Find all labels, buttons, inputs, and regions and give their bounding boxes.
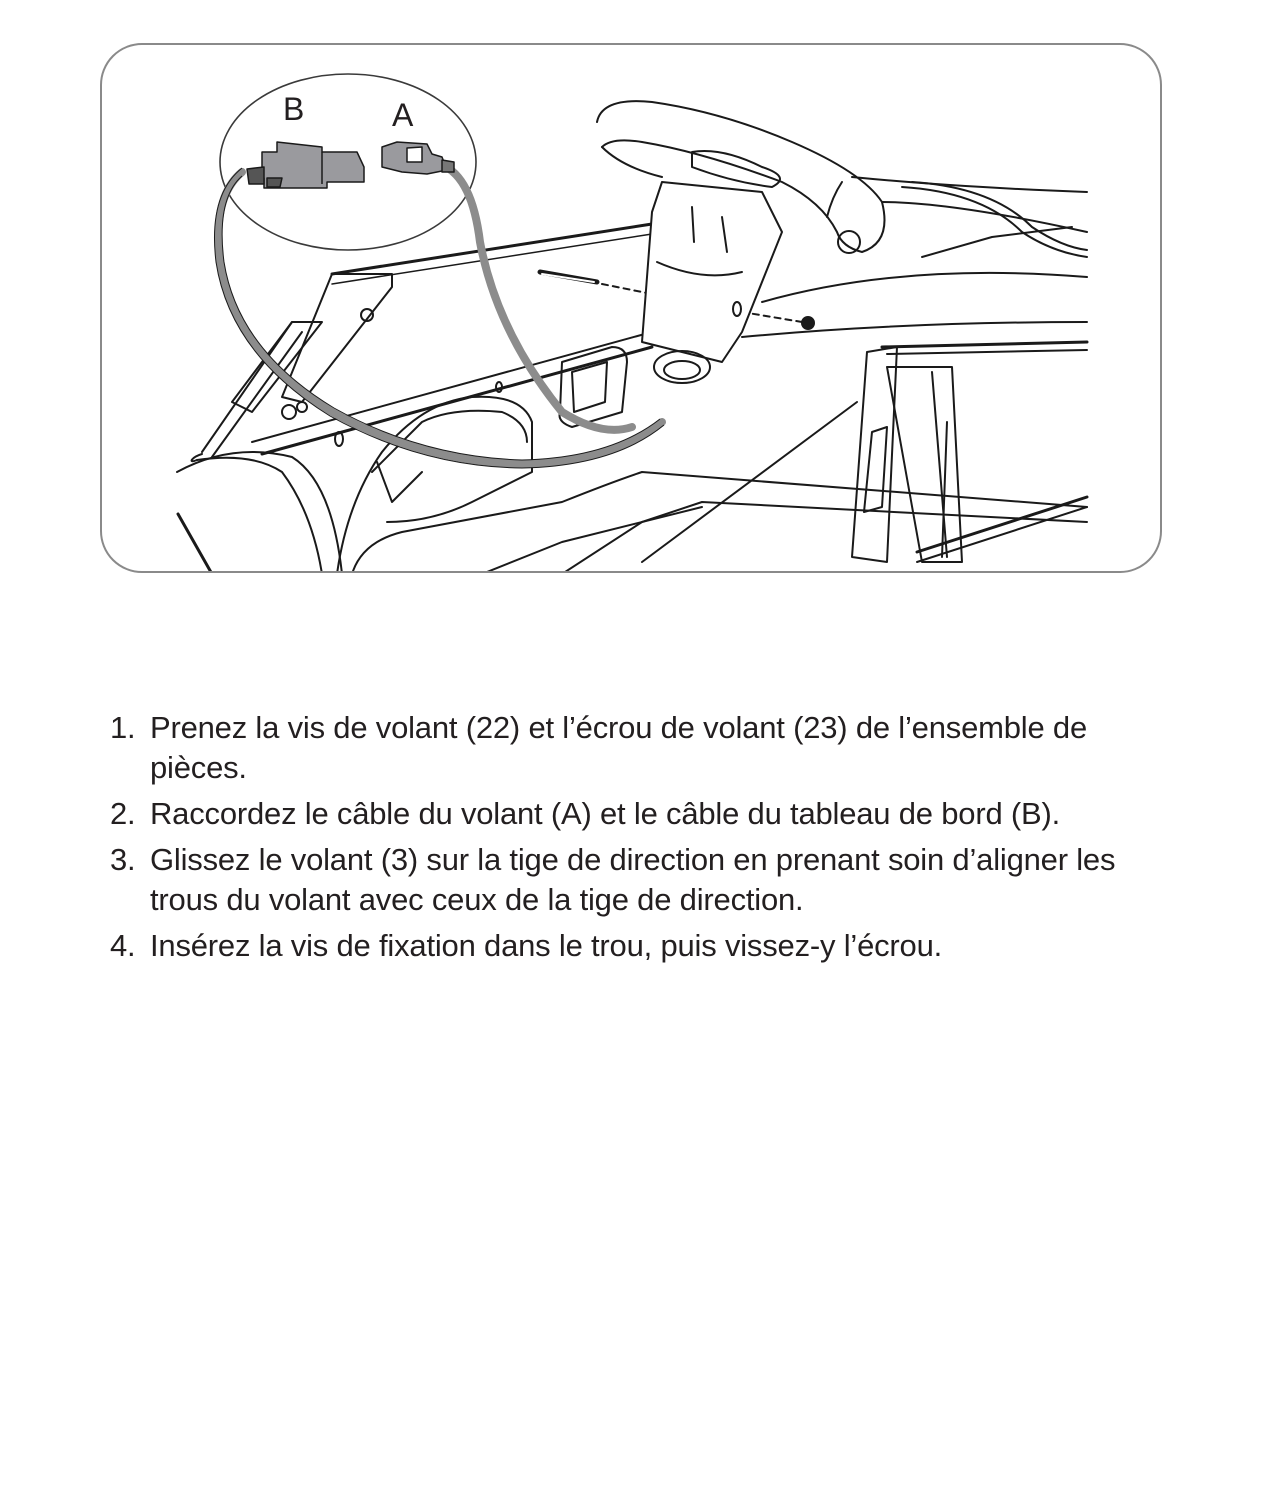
step-item [110, 708, 1190, 788]
connector-b [247, 142, 364, 188]
instruction-steps [110, 708, 1190, 972]
step-number: 1. [110, 710, 136, 745]
assembly-illustration [100, 43, 1162, 573]
step-number: 3. [110, 842, 136, 877]
step-item [110, 926, 1190, 966]
step-item [110, 794, 1190, 834]
step-number: 4. [110, 928, 136, 963]
callout-label-b: B [283, 91, 305, 127]
connector-a [382, 142, 454, 174]
callout-label-a: A [392, 97, 414, 133]
steering-wheel-installation-drawing [102, 45, 1162, 573]
step-text: Glissez le volant (3) sur la tige de direction en prenant soin d’aligner les trous du volant avec ceux de la tige de direction. [150, 842, 1116, 917]
step-number: 2. [110, 796, 136, 831]
step-text: Prenez la vis de volant (22) et l’écrou de volant (23) de l’ensemble de pièces. [150, 710, 1087, 785]
step-item [110, 840, 1190, 920]
step-text: Raccordez le câble du volant (A) et le câble du tableau de bord (B). [150, 796, 1061, 831]
step-text: Insérez la vis de fixation dans le trou, puis vissez-y l’écrou. [150, 928, 943, 963]
